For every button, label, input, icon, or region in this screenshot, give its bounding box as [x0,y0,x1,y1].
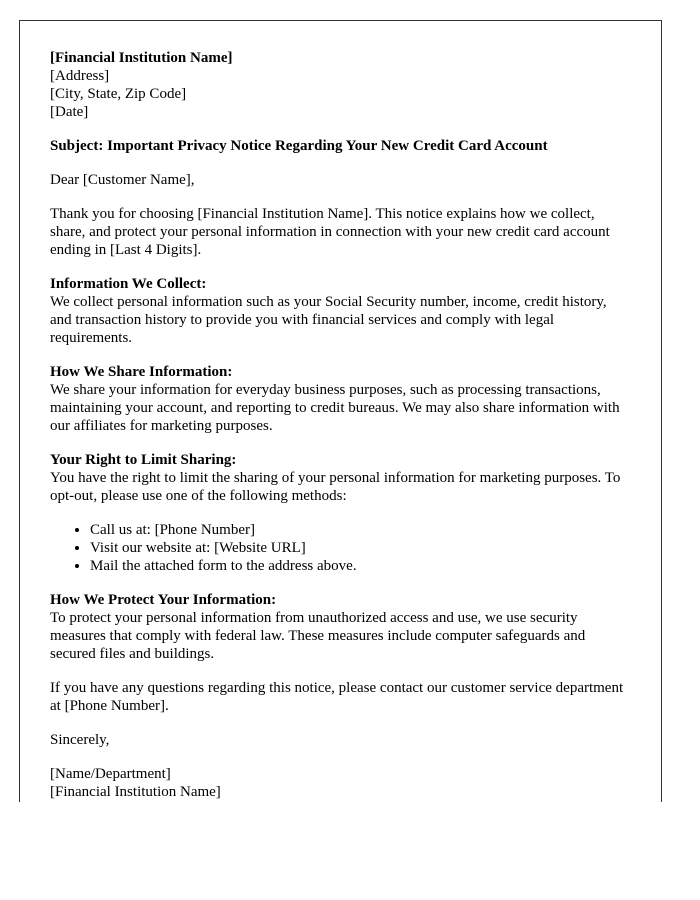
letter-subject: Subject: Important Privacy Notice Regarding Your New Credit Card Account [50,138,548,154]
letter-intro: Thank you for choosing [Financial Institution Name]. This notice explains how we collect, share, and protect your personal information in connection with your new credit card account ending in [Last 4 Digits]. [50,206,610,258]
section-share-heading: How We Share Information: [50,364,233,380]
section-protect-body: To protect your personal information from unauthorized access and use, we use security measures that comply with federal law. These measures include computer safeguards and secured files and buildings. [50,610,586,662]
letter-page [19,20,662,802]
sender-address: [Address] [50,68,110,84]
section-protect [50,591,631,663]
sender-city-state-zip: [City, State, Zip Code] [50,86,187,102]
section-limit [50,451,631,505]
section-collect-heading: Information We Collect: [50,276,207,292]
signature-block [50,765,631,801]
opt-out-methods-list [50,521,631,575]
opt-out-method-website: • Visit our website at: [Website URL] [90,539,631,557]
section-protect-heading: How We Protect Your Information: [50,592,277,608]
sender-institution: [Financial Institution Name] [50,50,233,66]
closing-note: If you have any questions regarding this notice, please contact our customer service department at [Phone Number]. [50,680,624,714]
letter-date: [Date] [50,104,89,120]
section-limit-body: You have the right to limit the sharing of your personal information for marketing purposes. To opt-out, please use one of the following methods: [50,470,621,504]
signature-name-department: [Name/Department] [50,766,171,782]
section-limit-heading: Your Right to Limit Sharing: [50,452,237,468]
sender-block [50,49,631,121]
opt-out-method-phone: • Call us at: [Phone Number] [90,521,631,539]
section-share-body: We share your information for everyday business purposes, such as processing transactions, maintaining your account, and reporting to credit bureaus. We may also share information with our affiliates for marketing purposes. [50,382,620,434]
opt-out-method-mail: • Mail the attached form to the address above. [90,557,631,575]
signature-institution: [Financial Institution Name] [50,784,221,800]
section-share [50,363,631,435]
section-collect-body: We collect personal information such as your Social Security number, income, credit history, and transaction history to provide you with financial services and comply with legal requirements. [50,294,607,346]
signoff: Sincerely, [50,732,110,748]
letter-greeting: Dear [Customer Name], [50,172,195,188]
section-collect [50,275,631,347]
